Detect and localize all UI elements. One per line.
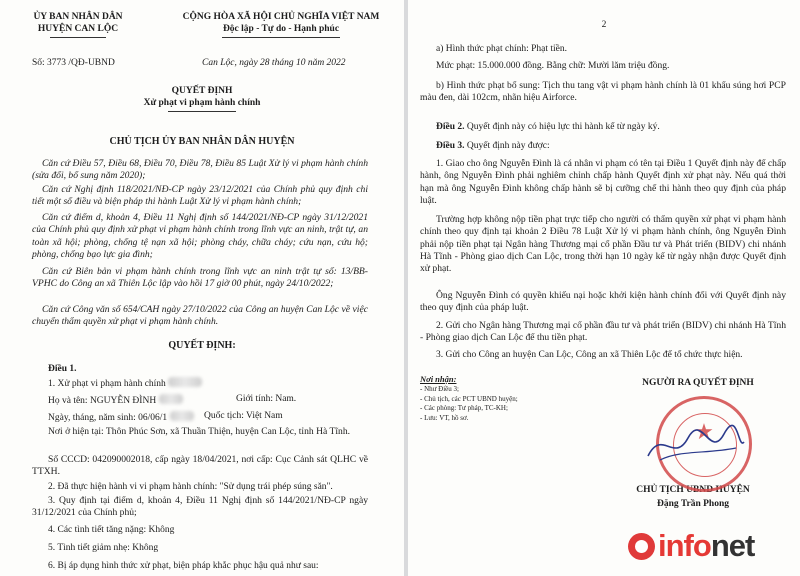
article-1-item-5: 5. Tình tiết giảm nhẹ: Không <box>48 543 159 553</box>
decide-heading: QUYẾT ĐỊNH: <box>168 340 236 351</box>
article-2 <box>436 122 660 132</box>
article-3-payment: Trường hợp không nộp tiền phạt trực tiếp cho người có thẩm quyền xử phạt vi phạm hành chính theo quy định tại khoản 2 Điều 78 Luật Xử lý vi phạm hành chính, ông Nguyễn Đình phải nộp tiền phạt tại Ngân hàng Thương mại cổ phần Đầu tư và Phát triển (BIDV) chi nhánh Hà Tĩnh - Phòng giao dịch Can Lộc, trong thời hạn 10 ngày kể từ ngày nhận được Quyết định xử phạt. <box>420 214 786 275</box>
place-date: Can Lộc, ngày 28 tháng 10 năm 2022 <box>202 58 346 68</box>
article-1-item-3: 3. Quy định tại điểm d, khoản 4, Điều 11 Nghị định số 144/2021/NĐ-CP ngày 31/12/2021 của Chính phủ; <box>32 495 368 519</box>
article-1-item-6: 6. Bị áp dụng hình thức xử phạt, biện pháp khắc phục hậu quả như sau: <box>48 561 319 571</box>
document-page-2 <box>408 0 800 576</box>
item-1-text: 1. Xử phạt vi phạm hành chính <box>48 379 166 389</box>
country-heading: CỘNG HÒA XÃ HỘI CHỦ NGHĨA VIỆT NAM <box>182 12 380 22</box>
signature <box>640 420 750 470</box>
basis-3: Căn cứ điểm d, khoản 4, Điều 11 Nghị định số 144/2021/NĐ-CP ngày 31/12/2021 của Chính phủ quy định xử phạt vi phạm hành chính trong lĩnh vực an ninh, trật tự, an toàn xã hội; phòng, chống tệ nạn xã hội; phòng cháy, chữa cháy; cứu nạn, cứu hộ; phòng, chống bạo lực gia đình; <box>32 212 368 260</box>
infonet-wordmark <box>658 528 754 564</box>
main-penalty: a) Hình thức phạt chính: Phạt tiền. <box>436 44 567 54</box>
basis-1: Căn cứ Điều 57, Điều 68, Điều 70, Điều 78, Điều 85 Luật Xử lý vi phạm hành chính (sửa đổi, bổ sung năm 2020); <box>32 158 368 182</box>
additional-penalty: b) Hình thức phạt bổ sung: Tịch thu tang vật vi phạm hành chính là 01 khẩu súng hơi PCP màu đen, dài 102cm, nhãn hiệu Airforce. <box>420 80 786 104</box>
doc-subject: Xử phạt vi phạm hành chính <box>143 98 261 108</box>
signer-title: CHỦ TỊCH UBND HUYỆN <box>636 485 750 495</box>
signer-heading: NGƯỜI RA QUYẾT ĐỊNH <box>642 378 754 388</box>
article-1-heading: Điều 1. <box>48 364 77 374</box>
article-3-label: Điều 3. <box>436 141 465 151</box>
agency-line-2: HUYỆN CAN LỘC <box>37 24 119 34</box>
signer-name: Đặng Trần Phong <box>657 499 729 509</box>
article-1-item-4: 4. Các tình tiết tăng nặng: Không <box>48 525 175 535</box>
gender: Giới tính: Nam. <box>236 394 297 404</box>
offender-name-line <box>48 394 183 406</box>
wordmark-part-1: info <box>658 528 711 563</box>
article-3 <box>436 141 550 151</box>
article-2-text: Quyết định này có hiệu lực thi hành kể từ ngày ký. <box>464 122 660 132</box>
article-3-item-3: 3. Gửi cho Công an huyện Can Lộc, Công an xã Thiên Lộc để tổ chức thực hiện. <box>436 350 743 360</box>
article-1-item-2: 2. Đã thực hiện hành vi vi phạm hành chính: "Sử dụng trái phép súng săn". <box>48 482 333 492</box>
article-3-item-2: 2. Gửi cho Ngân hàng Thương mại cổ phần đầu tư và phát triển (BIDV) chi nhánh Hà Tĩnh - Phòng giao dịch Can Lộc để thu tiền phạt. <box>420 320 786 344</box>
motto: Độc lập - Tự do - Hạnh phúc <box>222 24 340 34</box>
page-number: 2 <box>601 20 607 30</box>
article-3-text: Quyết định này được: <box>464 141 550 151</box>
recipients-list <box>420 385 518 423</box>
doc-type: QUYẾT ĐỊNH <box>171 86 233 96</box>
fine-amount: Mức phạt: 15.000.000 đồng. Bằng chữ: Mười lăm triệu đồng. <box>436 61 670 71</box>
article-3-item-1: 1. Giao cho ông Nguyễn Đình là cá nhân vi phạm có tên tại Điều 1 Quyết định này để chấp hành, ông Nguyễn Đình phải nghiêm chỉnh chấp hành Quyết định xử phạt này. Nếu quá thời hạn mà ông Nguyễn Đình không chấp hành sẽ bị cưỡng chế thi hành theo quy định của pháp luật. <box>420 158 786 206</box>
basis-4: Căn cứ Biên bản vi phạm hành chính trong lĩnh vực an ninh trật tự số: 13/BB-VPHC do Công an xã Thiên Lộc lập vào hồi 17 giờ 00 phút, ngày 24/10/2022; <box>32 266 368 290</box>
infonet-logo <box>628 526 754 566</box>
wordmark-part-2: net <box>710 528 755 563</box>
basis-2: Căn cứ Nghị định 118/2021/NĐ-CP ngày 23/12/2021 của Chính phủ quy định chi tiết một số điều và biện pháp thi hành Luật Xử lý vi phạm hành chính; <box>32 184 368 208</box>
motto-underline <box>222 37 340 38</box>
id-card: Số CCCD: 042090002018, cấp ngày 18/04/2021, nơi cấp: Cục Cảnh sát QLHC về TTXH. <box>32 454 368 478</box>
redacted-surname-blur <box>159 394 183 404</box>
recipient-item: - Các phòng: Tư pháp, TC-KH; <box>420 404 508 412</box>
nationality: Quốc tịch: Việt Nam <box>204 411 283 421</box>
offender-name: Họ và tên: NGUYỄN ĐÌNH <box>48 396 157 406</box>
dob-line <box>48 411 194 423</box>
basis-5: Căn cứ Công văn số 654/CAH ngày 27/10/2022 của Công an huyện Can Lộc về việc chuyển thẩm quyền xử phạt vi phạm hành chính. <box>32 304 368 328</box>
residence: Nơi ở hiện tại: Thôn Phúc Sơn, xã Thuần Thiện, huyện Can Lộc, tỉnh Hà Tĩnh. <box>48 426 351 437</box>
recipient-item: - Chủ tịch, các PCT UBND huyện; <box>420 394 518 403</box>
agency-line-1: ỦY BAN NHÂN DÂN <box>33 12 123 22</box>
subject-underline <box>168 111 236 112</box>
dob: Ngày, tháng, năm sinh: 06/06/1 <box>48 413 168 423</box>
article-3-appeal: Ông Nguyễn Đình có quyền khiếu nại hoặc khởi kiện hành chính đối với Quyết định này theo quy định của pháp luật. <box>420 290 786 314</box>
recipient-item: - Như Điều 3; <box>420 385 459 393</box>
agency-underline <box>50 37 106 38</box>
seal-star-icon: ★ <box>694 419 714 444</box>
authority-heading: CHỦ TỊCH ỦY BAN NHÂN DÂN HUYỆN <box>109 136 295 147</box>
infonet-logo-dot-icon <box>628 533 655 560</box>
document-number: Số: 3773 /QĐ-UBND <box>32 58 115 68</box>
redacted-dob-blur <box>170 411 194 421</box>
article-2-label: Điều 2. <box>436 122 465 132</box>
redacted-name-blur <box>168 377 202 387</box>
recipient-item: - Lưu: VT, hồ sơ. <box>420 413 469 422</box>
article-1-item-1 <box>48 377 202 389</box>
recipients-label: Nơi nhận: <box>420 374 457 384</box>
